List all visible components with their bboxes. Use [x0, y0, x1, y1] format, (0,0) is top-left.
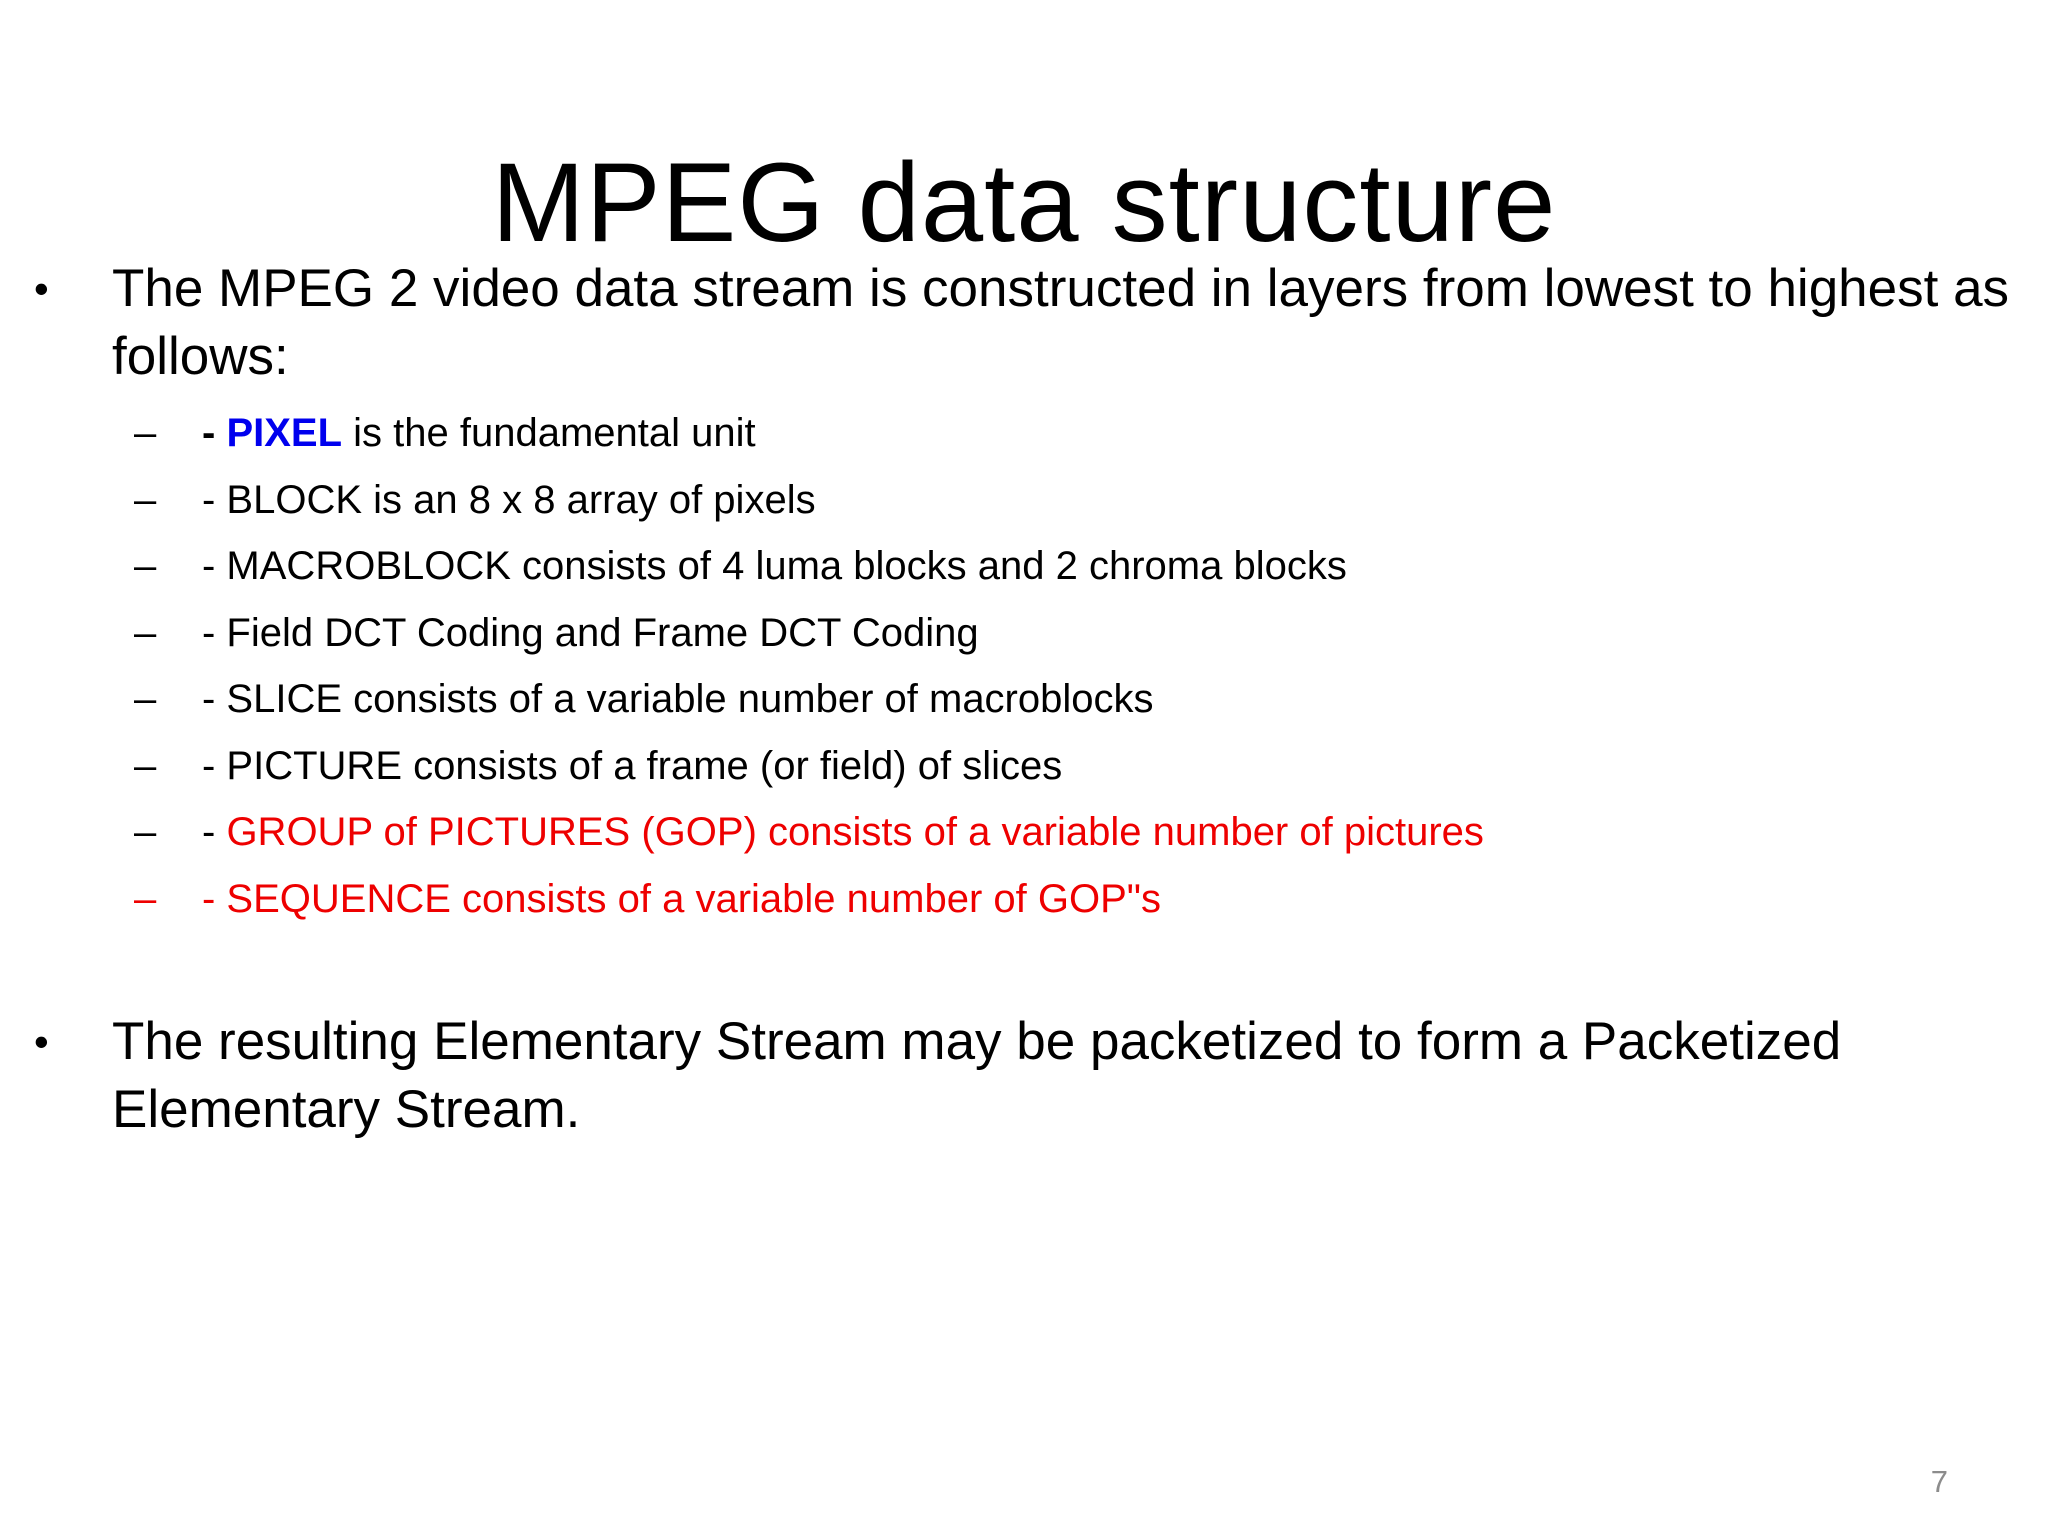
- sub-item-pixel: [134, 400, 1734, 467]
- dash-icon: –: [134, 411, 157, 455]
- bullet-icon: •: [34, 1018, 49, 1065]
- sub-item-text: - Field DCT Coding and Frame DCT Coding: [202, 610, 979, 655]
- sub-item-picture: [134, 733, 1734, 800]
- dash-icon: –: [134, 610, 157, 655]
- dash-icon: –: [134, 743, 157, 788]
- bullet-text: The MPEG 2 video data stream is constructed in layers from lowest to highest as follows:: [112, 259, 2010, 386]
- sub-item-text: GROUP of PICTURES (GOP) consists of a variable number of pictures: [226, 810, 1484, 854]
- page-number: 7: [1930, 1464, 1948, 1499]
- bullet-item: [34, 1008, 2012, 1144]
- dash-icon: –: [134, 477, 157, 522]
- slide-title: MPEG data structure: [491, 140, 1557, 265]
- sub-item-dct: [134, 600, 1734, 667]
- sub-item-sequence: [134, 866, 1734, 933]
- sub-item-text: is the fundamental unit: [342, 411, 756, 455]
- sub-item-text: - SLICE consists of a variable number of macroblocks: [202, 677, 1154, 721]
- sub-item-text: - MACROBLOCK consists of 4 luma blocks and 2 chroma blocks: [202, 544, 1347, 588]
- sub-item-prefix: -: [202, 411, 227, 455]
- sub-item-slice: [134, 666, 1734, 733]
- bullet-icon: •: [34, 265, 49, 312]
- sub-item-text: - BLOCK is an 8 x 8 array of pixels: [202, 477, 816, 522]
- layer-list: [134, 400, 1734, 932]
- sub-item-macroblock: [134, 533, 1734, 600]
- dash-icon: –: [134, 810, 157, 854]
- bullet-text: The resulting Elementary Stream may be packetized to form a Packetized Elementary Stream.: [112, 1012, 1842, 1139]
- dash-icon: –: [134, 677, 157, 721]
- sub-item-text: - PICTURE consists of a frame (or field) of slices: [202, 743, 1063, 788]
- sub-item-text: - SEQUENCE consists of a variable number of GOP"s: [202, 876, 1161, 921]
- sub-item-block: [134, 467, 1734, 534]
- dash-icon: –: [134, 876, 157, 921]
- sub-item-gop: [134, 799, 1734, 866]
- bullet-item: [34, 255, 2012, 391]
- pixel-highlight: PIXEL: [226, 411, 343, 455]
- sub-item-prefix: -: [202, 810, 227, 854]
- dash-icon: –: [134, 544, 157, 588]
